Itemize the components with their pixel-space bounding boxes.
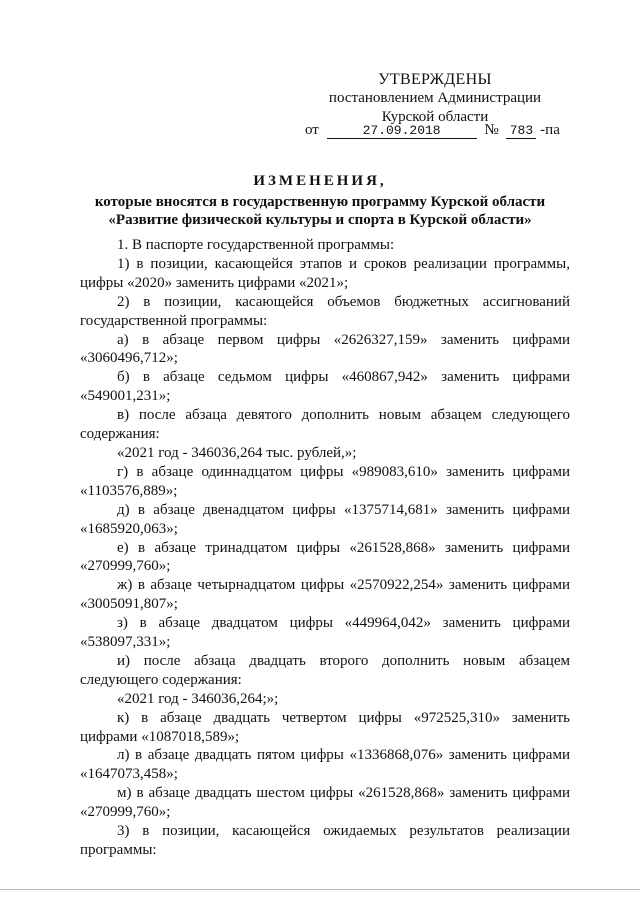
paragraph: е) в абзаце тринадцатом цифры «261528,868» заменить цифрами «270999,760»; <box>80 539 570 575</box>
subtitle-line-2: «Развитие физической культуры и спорта в Курской области» <box>108 212 532 228</box>
number-label: № <box>484 122 499 138</box>
paragraph: г) в абзаце одиннадцатом цифры «989083,610» заменить цифрами «1103576,889»; <box>80 463 570 499</box>
from-label: от <box>305 122 319 138</box>
paragraph: «2021 год - 346036,264;»; <box>117 690 279 707</box>
paragraph: к) в абзаце двадцать четвертом цифры «972525,310» заменить цифрами «1087018,589»; <box>80 709 570 745</box>
subtitle-line-1: которые вносятся в государственную программу Курской области <box>94 194 546 210</box>
document-subtitle <box>60 193 580 229</box>
approval-stamp <box>300 70 570 127</box>
paragraph: л) в абзаце двадцать пятом цифры «1336868,076» заменить цифрами «1647073,458»; <box>80 747 570 783</box>
paragraph: 1) в позиции, касающейся этапов и сроков реализации программы, цифры «2020» заменить цифрами «2021»; <box>80 255 570 291</box>
paragraph: 1. В паспорте государственной программы: <box>117 237 395 253</box>
paragraph: 3) в позиции, касающейся ожидаемых результатов реализации программы: <box>80 823 570 858</box>
paragraph: а) в абзаце первом цифры «2626327,159» заменить цифрами «3060496,712»; <box>80 331 570 367</box>
number-suffix: -па <box>540 122 560 138</box>
approval-line-2: Курской области <box>381 109 489 125</box>
approval-date-line <box>305 122 575 139</box>
document-title: ИЗМЕНЕНИЯ, <box>253 173 387 189</box>
paragraph: 2) в позиции, касающейся объемов бюджетных ассигнований государственной программы: <box>80 293 570 329</box>
scan-edge-line <box>0 889 640 890</box>
approval-date: 27.09.2018 <box>327 124 477 139</box>
paragraph: в) после абзаца девятого дополнить новым абзацем следующего содержания: <box>80 407 570 443</box>
paragraph: и) после абзаца двадцать второго дополнить новым абзацем следующего содержания: <box>80 652 570 688</box>
document-body <box>80 236 570 860</box>
approval-line-1: постановлением Администрации <box>328 90 542 106</box>
paragraph: д) в абзаце двенадцатом цифры «1375714,681» заменить цифрами «1685920,063»; <box>80 501 570 537</box>
paragraph: б) в абзаце седьмом цифры «460867,942» заменить цифрами «549001,231»; <box>80 369 570 405</box>
paragraph: «2021 год - 346036,264 тыс. рублей,»; <box>117 444 357 461</box>
approval-title: УТВЕРЖДЕНЫ <box>378 71 492 88</box>
paragraph: ж) в абзаце четырнадцатом цифры «2570922,254» заменить цифрами «3005091,807»; <box>80 577 570 613</box>
paragraph: з) в абзаце двадцатом цифры «449964,042» заменить цифрами «538097,331»; <box>80 615 570 651</box>
paragraph: м) в абзаце двадцать шестом цифры «261528,868» заменить цифрами «270999,760»; <box>80 785 570 821</box>
approval-number: 783 <box>506 124 536 139</box>
